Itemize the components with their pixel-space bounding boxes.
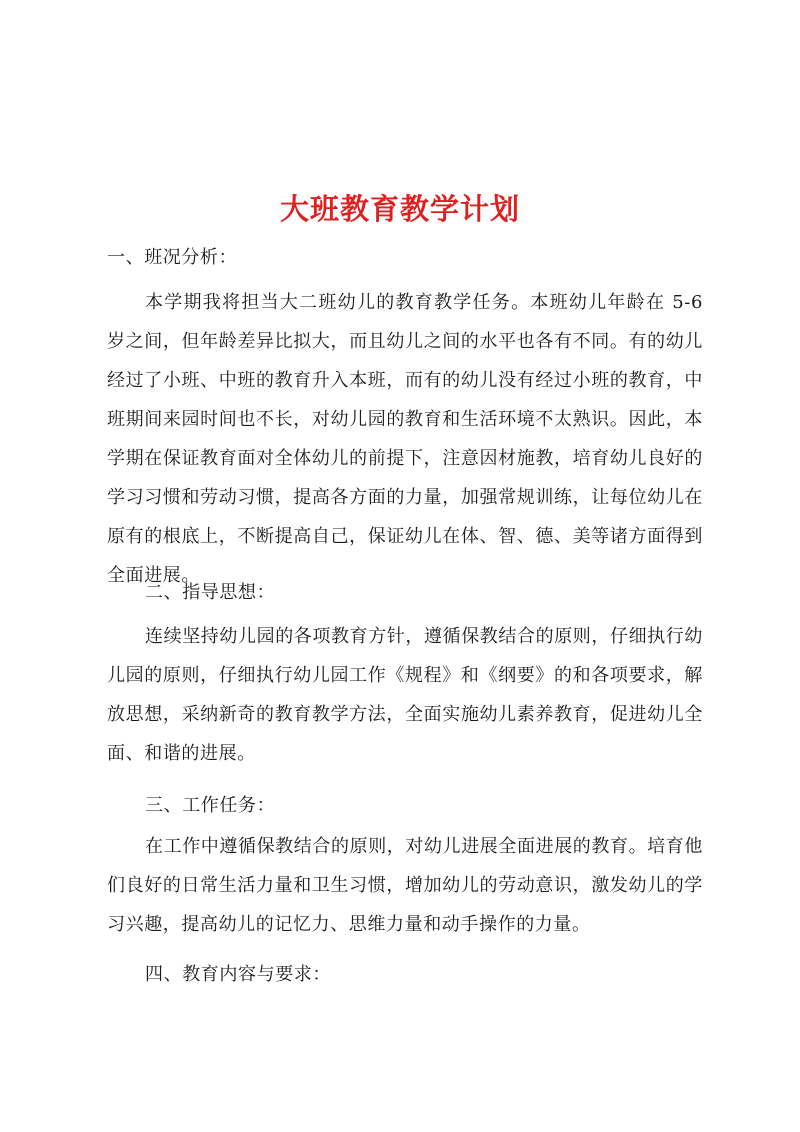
section-paragraph-class-analysis: 本学期我将担当大二班幼儿的教育教学任务。本班幼儿年龄在 5-6 岁之间，但年龄差异比拟大，而且幼儿之间的水平也各有不同。有的幼儿经过了小班、中班的教育升入本班，而有的幼儿没有经过小班的教育，中班期间来园时间也不长，对幼儿园的教育和生活环境不太熟识。因此，本学期在保证教育面对全体幼儿的前提下，注意因材施教，培育幼儿良好的学习习惯和劳动习惯，提高各方面的力量，加强常规训练，让每位幼儿在原有的根底上，不断提高自己，保证幼儿在体、智、德、美等诸方面得到全面进展。: [107, 292, 703, 586]
section-heading-work-tasks: 三、工作任务：: [145, 795, 276, 816]
section-paragraph-work-tasks: 在工作中遵循保教结合的原则，对幼儿进展全面进展的教育。培育他们良好的日常生活力量和卫生习惯，增加幼儿的劳动意识，激发幼儿的学习兴趣，提高幼儿的记忆力、思维力量和动手操作的力量。: [107, 836, 703, 935]
section-heading-education-content: 四、教育内容与要求：: [145, 964, 331, 985]
section-paragraph-guiding-thought: 连续坚持幼儿园的各项教育方针，遵循保教结合的原则，仔细执行幼儿园的原则，仔细执行幼儿园工作《规程》和《纲要》的和各项要求，解放思想，采纳新奇的教育教学方法，全面实施幼儿素养教育，促进幼儿全面、和谐的进展。: [107, 626, 703, 764]
section-heading-guiding-thought: 二、指导思想：: [145, 582, 276, 603]
section-heading-class-analysis: 一、班况分析：: [107, 247, 238, 268]
document-title: 大班教育教学计划: [279, 192, 520, 227]
